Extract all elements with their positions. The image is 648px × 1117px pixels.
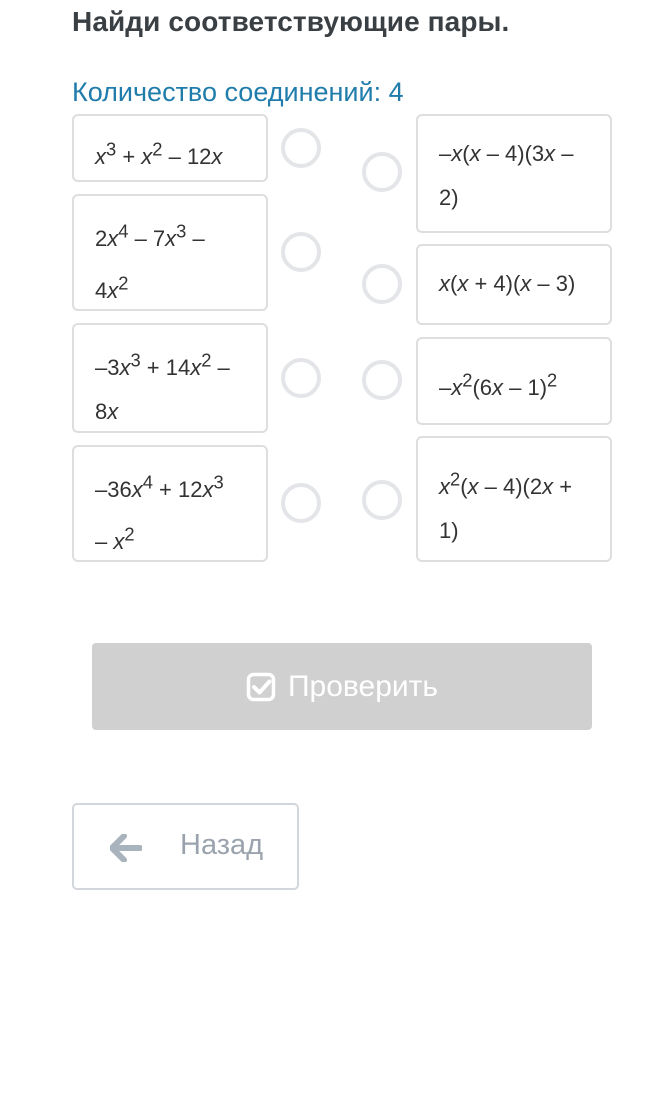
right-item-3-expr: $-x^2(6x - 1)^2$	[439, 370, 558, 401]
left-item-2-radio[interactable]	[281, 232, 321, 272]
left-item-1-expr: $x^3 + x^2 - 12x$	[95, 139, 223, 170]
left-item-1-radio[interactable]	[281, 128, 321, 168]
left-item-2	[72, 194, 268, 311]
check-button[interactable]	[92, 643, 592, 730]
right-item-4-expr: $x^2(x - 4)(2x$ + 1)	[439, 469, 573, 544]
right-item-4-radio[interactable]	[362, 480, 402, 520]
right-item-2-radio[interactable]	[362, 264, 402, 304]
right-item-4	[416, 436, 612, 562]
left-item-1	[72, 114, 268, 182]
back-button-label: Назад	[180, 829, 264, 861]
right-item-1	[416, 114, 612, 233]
left-item-3	[72, 323, 268, 433]
arrow-left-icon	[110, 834, 142, 862]
left-item-3-radio[interactable]	[281, 358, 321, 398]
check-button-label: Проверить	[287, 669, 439, 703]
left-item-3-expr: $-3x^3 + 14x^2$ – 8x	[95, 350, 230, 425]
left-item-4	[72, 445, 268, 562]
left-item-2-expr: $2x^4 - 7x^3$ – $4x^2$	[95, 221, 205, 303]
right-item-2-expr: x(x + 4)(x – 3)	[439, 271, 576, 296]
connections-count: Количество соединений: 4	[72, 77, 404, 107]
right-item-1-radio[interactable]	[362, 152, 402, 192]
left-item-4-radio[interactable]	[281, 483, 321, 523]
check-square-icon	[246, 672, 276, 702]
left-item-4-expr: $-36x^4 + 12x^3$ – $x^2$	[95, 472, 224, 554]
right-item-2	[416, 244, 612, 325]
right-item-3	[416, 337, 612, 425]
right-item-1-expr: –x(x – 4)(3x – 2)	[439, 141, 574, 210]
page-title: Найди соответствующие пары.	[72, 6, 510, 37]
right-item-3-radio[interactable]	[362, 360, 402, 400]
back-button[interactable]	[72, 803, 299, 890]
